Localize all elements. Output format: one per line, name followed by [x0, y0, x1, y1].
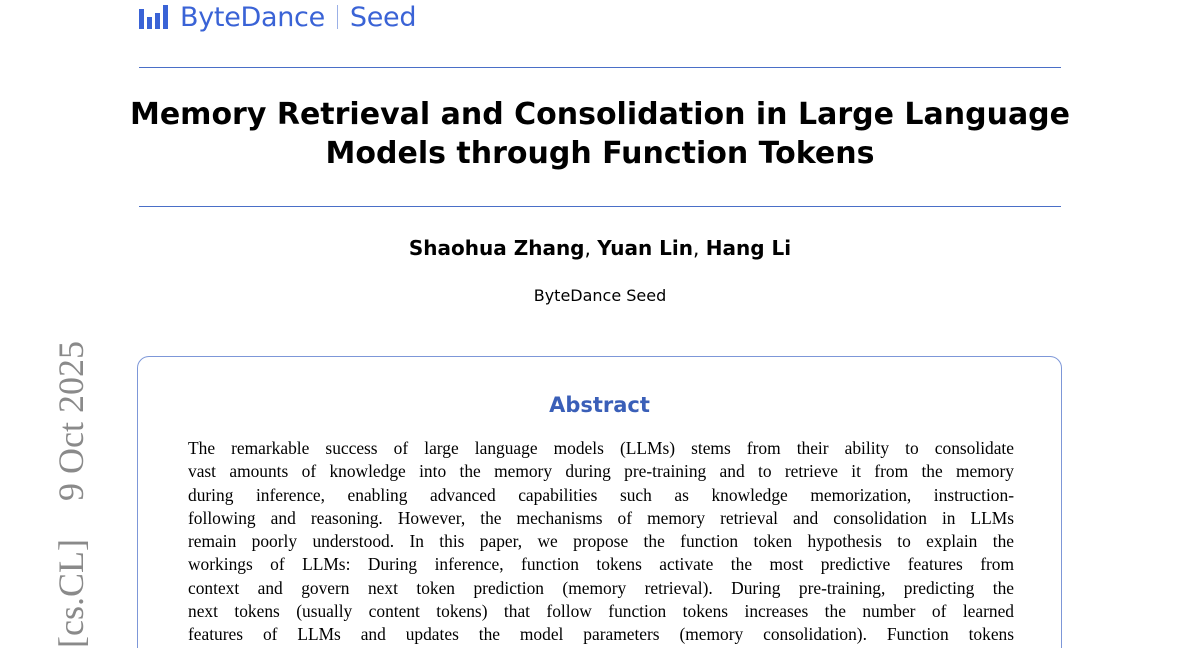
abstract-line: following and reasoning. However, the mechanisms of memory retrieval and consolidation in LLMs: [188, 507, 1014, 528]
abstract-line: during inference, enabling advanced capabilities such as knowledge memorization, instruction-: [188, 484, 1014, 505]
abstract-line: next tokens (usually content tokens) that follow function tokens increases the number of learned: [188, 601, 1014, 622]
bytedance-seed-logo: [138, 0, 416, 34]
abstract-line: features of LLMs and updates the model parameters (memory consolidation). Function tokens: [188, 624, 1014, 645]
logo-product-text: Seed: [349, 1, 417, 33]
arxiv-side-stamp: [51, 341, 91, 648]
abstract-line: context and govern next token prediction (memory retrieval). During pre-training, predicting the: [188, 577, 1014, 598]
header-rule-bottom: [139, 206, 1061, 207]
logo-brand-text: ByteDance: [180, 1, 325, 33]
author-name: Shaohua Zhang: [408, 236, 585, 260]
author-name: Yuan Lin: [597, 236, 694, 260]
paper-title-line-1: Memory Retrieval and Consolidation in Large Language: [129, 97, 1071, 132]
abstract-box: [137, 356, 1062, 648]
abstract-line: workings of LLMs: During inference, function tokens activate the most predictive features from: [188, 554, 1014, 575]
paper-title: [120, 95, 1080, 173]
abstract-body: [188, 437, 1014, 647]
bytedance-logo-icon: [138, 3, 174, 31]
arxiv-date: 9 Oct 2025: [51, 341, 91, 502]
arxiv-category: [cs.CL]: [51, 539, 91, 648]
paper-title-line-2: Models through Function Tokens: [325, 136, 875, 171]
abstract-line: The remarkable success of large language models (LLMs) stems from their ability to consolidate: [188, 438, 1014, 458]
author-list: Shaohua Zhang, Yuan Lin, Hang Li: [408, 236, 792, 260]
abstract-line: vast amounts of knowledge into the memory during pre-training and to retrieve it from the memory: [188, 461, 1014, 482]
header-rule-top: [139, 67, 1061, 68]
author-name: Hang Li: [705, 236, 792, 260]
affiliation: ByteDance Seed: [533, 286, 667, 305]
abstract-heading: Abstract: [549, 393, 650, 417]
logo-divider: [337, 5, 338, 29]
abstract-line: remain poorly understood. In this paper, we propose the function token hypothesis to explain the: [188, 531, 1014, 552]
